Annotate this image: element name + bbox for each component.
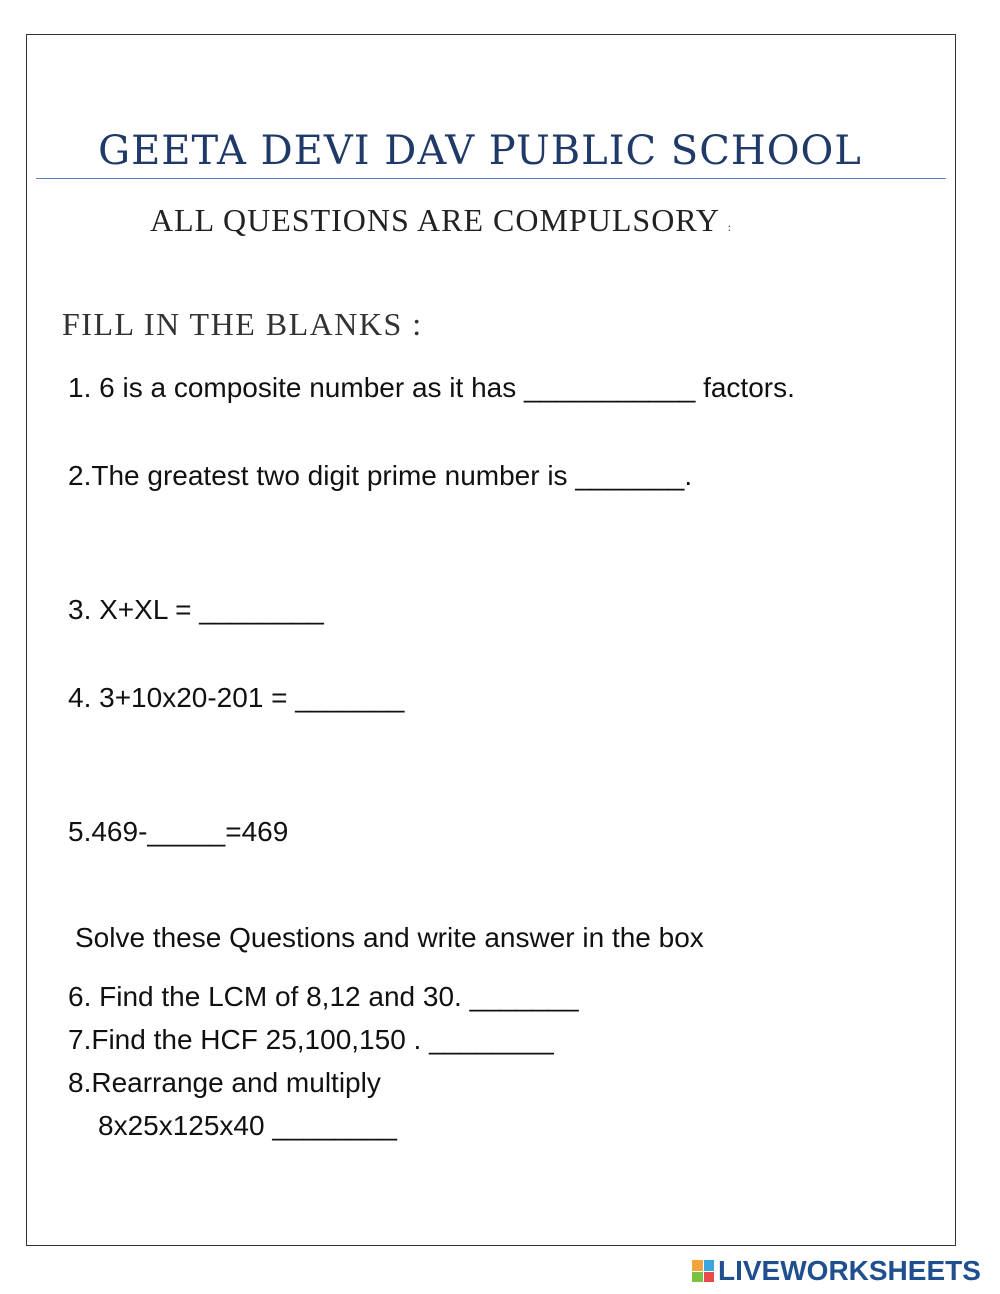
question-8: 8.Rearrange and multiply bbox=[68, 1067, 381, 1098]
title-divider bbox=[36, 178, 946, 179]
school-title: GEETA DEVI DAV PUBLIC SCHOOL bbox=[98, 128, 862, 174]
question-6: 6. Find the LCM of 8,12 and 30. _______ bbox=[68, 981, 579, 1012]
question-1: 1. 6 is a composite number as it has ___________ factors. bbox=[68, 372, 795, 403]
question-3: 3. X+XL = ________ bbox=[68, 594, 324, 625]
liveworksheets-logo-icon bbox=[692, 1260, 714, 1282]
instruction-text: ALL QUESTIONS ARE COMPULSORY bbox=[150, 202, 719, 238]
liveworksheets-logo bbox=[692, 1255, 981, 1287]
solve-heading: Solve these Questions and write answer in the box bbox=[75, 922, 704, 953]
fill-in-blanks-heading: FILL IN THE BLANKS : bbox=[62, 306, 423, 342]
question-8-expression: 8x25x125x40 ________ bbox=[98, 1110, 397, 1141]
liveworksheets-brand: LIVEWORKSHEETS bbox=[718, 1255, 981, 1286]
question-2: 2.The greatest two digit prime number is _______. bbox=[68, 460, 693, 491]
instruction-heading bbox=[150, 202, 732, 239]
instruction-mark: : bbox=[727, 220, 733, 234]
question-4: 4. 3+10x20-201 = _______ bbox=[68, 682, 405, 713]
question-5: 5.469-_____=469 bbox=[68, 816, 289, 847]
question-7: 7.Find the HCF 25,100,150 . ________ bbox=[68, 1024, 554, 1055]
